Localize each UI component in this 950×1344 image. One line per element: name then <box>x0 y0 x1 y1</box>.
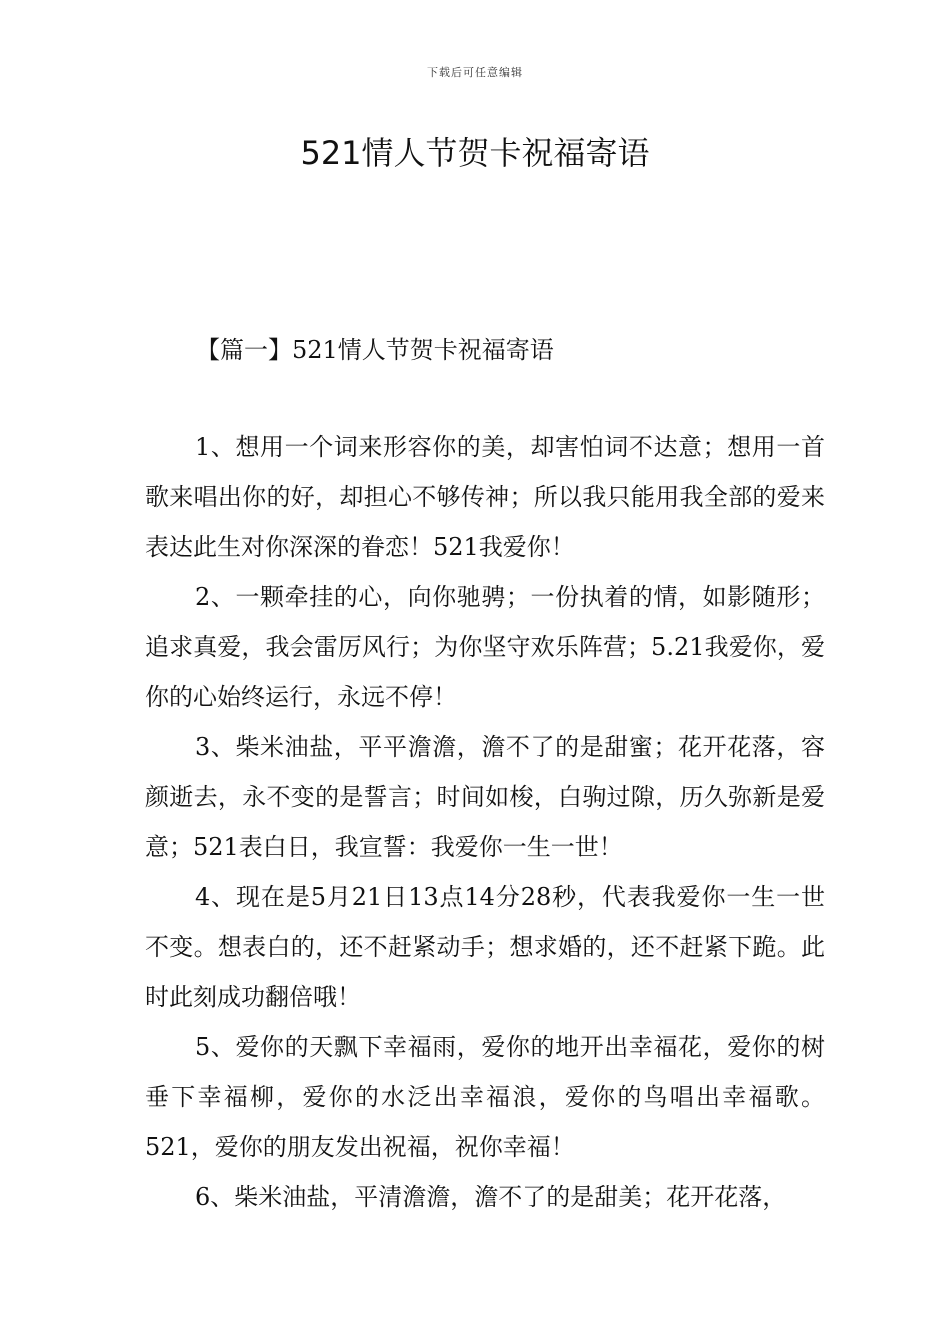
paragraph-3: 3、柴米油盐，平平澹澹，澹不了的是甜蜜；花开花落，容颜逝去，永不变的是誓言；时间如梭，白驹过隙，历久弥新是爱意；521表白日，我宣誓：我爱你一生一世！ <box>145 733 825 861</box>
document-title: 521情人节贺卡祝福寄语 <box>300 134 650 172</box>
document-body <box>145 422 825 1222</box>
section-heading: 【篇一】521情人节贺卡祝福寄语 <box>196 336 554 364</box>
paragraph-2: 2、一颗牵挂的心，向你驰骋；一份执着的情，如影随形；追求真爱，我会雷厉风行；为你坚守欢乐阵营；5.21我爱你，爱你的心始终运行，永远不停！ <box>145 583 825 711</box>
header-note: 下载后可任意编辑 <box>427 66 523 79</box>
paragraph-5: 5、爱你的天飘下幸福雨，爱你的地开出幸福花，爱你的树垂下幸福柳，爱你的水泛出幸福浪，爱你的鸟唱出幸福歌。521，爱你的朋友发出祝福，祝你幸福！ <box>145 1033 825 1161</box>
paragraph-4: 4、现在是5月21日13点14分28秒，代表我爱你一生一世不变。想表白的，还不赶紧动手；想求婚的，还不赶紧下跪。此时此刻成功翻倍哦！ <box>145 883 825 1011</box>
paragraph-1: 1、想用一个词来形容你的美，却害怕词不达意；想用一首歌来唱出你的好，却担心不够传神；所以我只能用我全部的爱来表达此生对你深深的眷恋！521我爱你！ <box>145 433 825 561</box>
paragraph-6: 6、柴米油盐，平清澹澹，澹不了的是甜美；花开花落， <box>195 1183 787 1211</box>
